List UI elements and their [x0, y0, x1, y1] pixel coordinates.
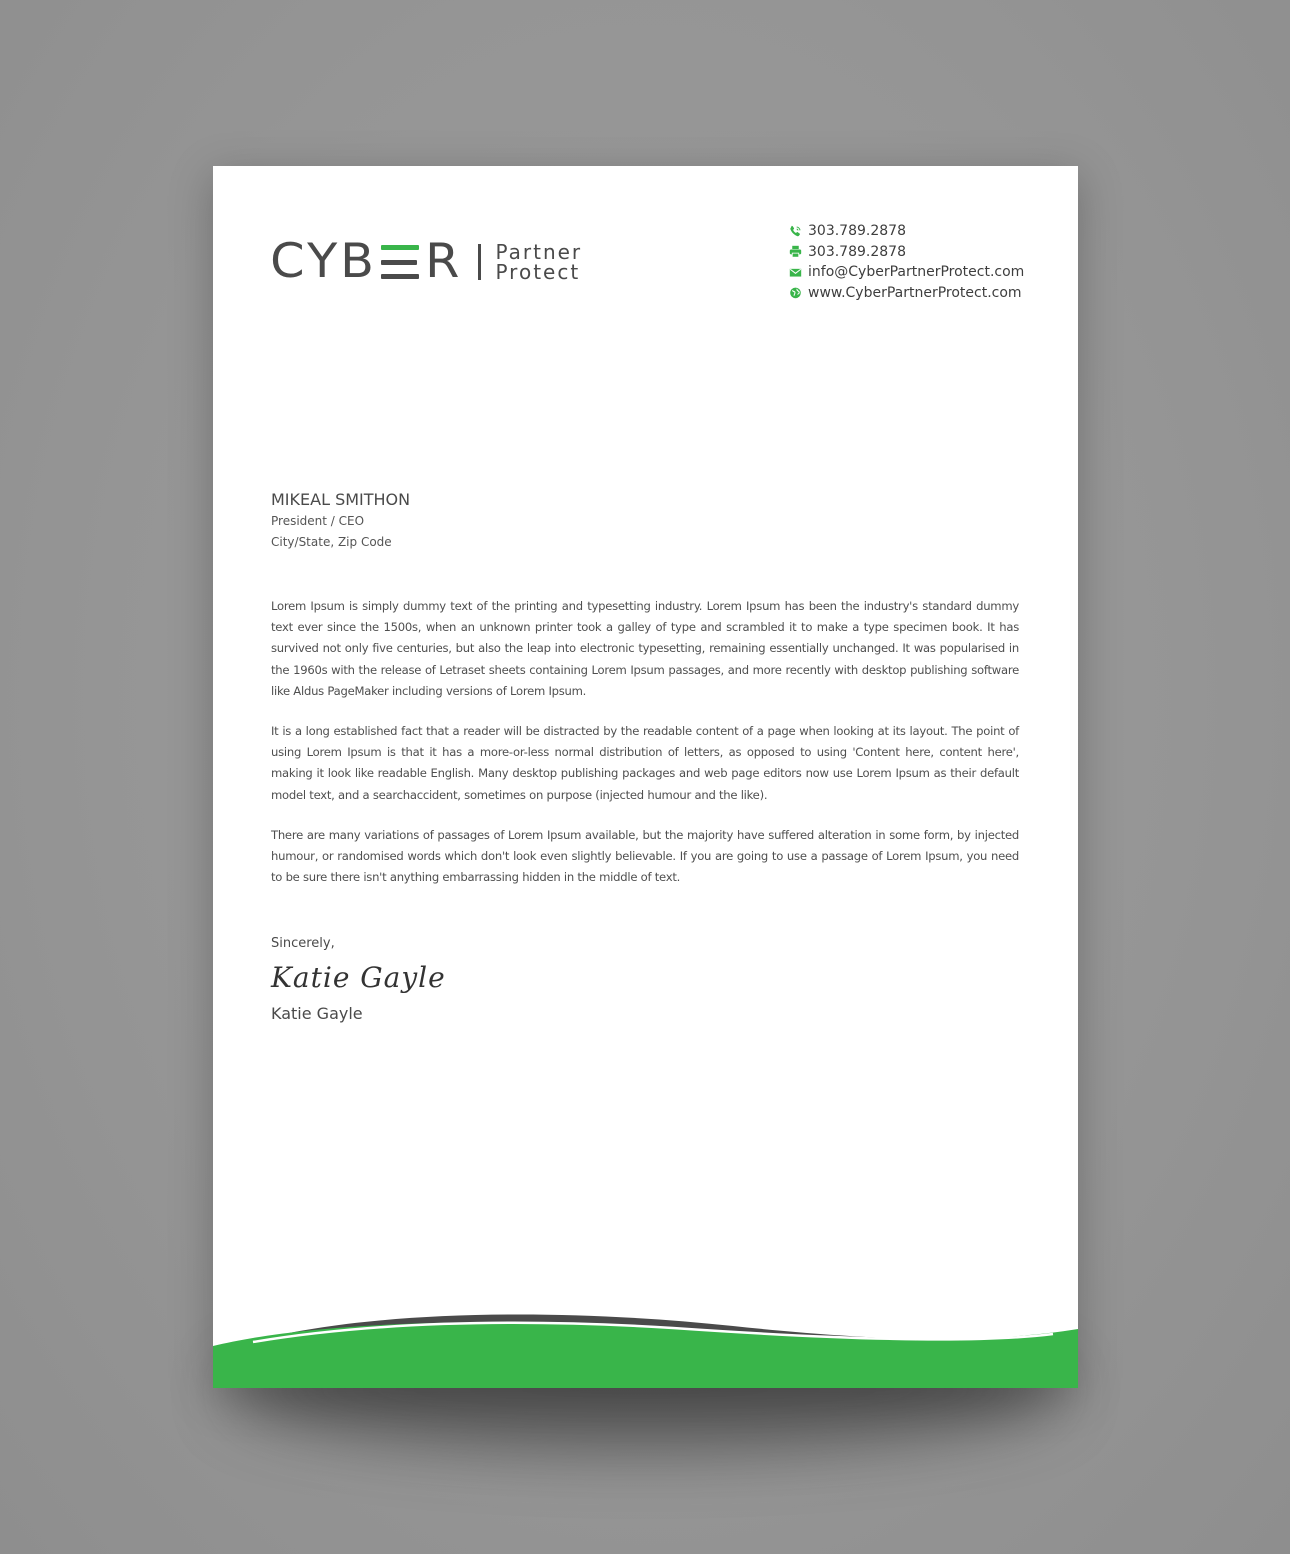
contact-website: [788, 283, 1024, 304]
body-paragraph-1: Lorem Ipsum is simply dummy text of the printing and typesetting industry. Lorem Ipsum has been the industry's standard dummy text ever since the 1500s, when an unknown printer took a galley of type and scrambled it to make a type specimen book. It has survived not only five centuries, but also the leap into electronic typesetting, remaining essentially unchanged. It was popularised in the 1960s with the release of Letraset sheets containing Lorem Ipsum passages, and more recently with desktop publishing software like Aldus PageMaker including versions of Lorem Ipsum.: [271, 599, 1019, 698]
phone-number[interactable]: 303.789.2878: [808, 223, 906, 240]
logo-letter-r: R: [424, 234, 464, 289]
logo-subtitle: [495, 242, 582, 282]
signer-name: Katie Gayle: [271, 1004, 363, 1023]
closing-block: [271, 934, 446, 1026]
phone-icon: [788, 224, 802, 238]
handwritten-signature: Katie Gayle: [271, 961, 446, 994]
body-paragraph-2: It is a long established fact that a reader will be distracted by the readable content of a page when looking at its layout. The point of using Lorem Ipsum is that it has a more-or-less normal distribution of letters, as opposed to using 'Content here, content here', making it look like readable English. Many desktop publishing packages and web page editors now use Lorem Ipsum as their default model text, and a searchaccident, sometimes on purpose (injected humour and the like).: [271, 724, 1019, 802]
recipient-name: MIKEAL SMITHON: [271, 490, 411, 509]
salutation: Sincerely,: [271, 936, 335, 951]
recipient-block: [271, 489, 410, 553]
recipient-location: City/State, Zip Code: [271, 535, 392, 549]
footer-wave-decoration: [213, 1308, 1078, 1388]
letter-body: [271, 596, 1019, 907]
logo-letter-e-stylized: [381, 245, 421, 279]
logo-letter-b: B: [339, 234, 378, 289]
recipient-title: President / CEO: [271, 514, 365, 528]
logo-letter-c: C: [270, 234, 309, 289]
logo-e-green-bar: [381, 245, 419, 250]
globe-icon: [788, 286, 802, 300]
company-logo: [270, 234, 583, 289]
logo-subtitle-line-1: Partner: [495, 240, 583, 264]
body-paragraph-3: There are many variations of passages of Lorem Ipsum available, but the majority have suffered alteration in some form, by injected humour, or randomised words which don't look even slightly believable. If you are going to use a passage of Lorem Ipsum, you need to be sure there isn't anything embarrassing hidden in the middle of text.: [271, 827, 1019, 885]
envelope-icon: [788, 265, 802, 279]
logo-wordmark: [270, 234, 464, 289]
logo-letter-y: Y: [307, 234, 342, 289]
logo-e-bottom-bar: [381, 274, 419, 279]
logo-divider: [478, 244, 481, 280]
green-wave: [213, 1322, 1078, 1388]
contact-phone: [788, 221, 1024, 242]
logo-e-mid-bar: [381, 260, 417, 265]
logo-subtitle-line-2: Protect: [495, 260, 581, 284]
fax-number[interactable]: 303.789.2878: [808, 243, 906, 260]
email-address[interactable]: info@CyberPartnerProtect.com: [808, 264, 1025, 281]
contact-email: [788, 262, 1024, 283]
contact-block: [788, 221, 1024, 303]
website-url[interactable]: www.CyberPartnerProtect.com: [808, 284, 1022, 301]
letterhead-page: [213, 166, 1078, 1388]
printer-icon: [788, 245, 802, 259]
contact-fax: [788, 242, 1024, 263]
